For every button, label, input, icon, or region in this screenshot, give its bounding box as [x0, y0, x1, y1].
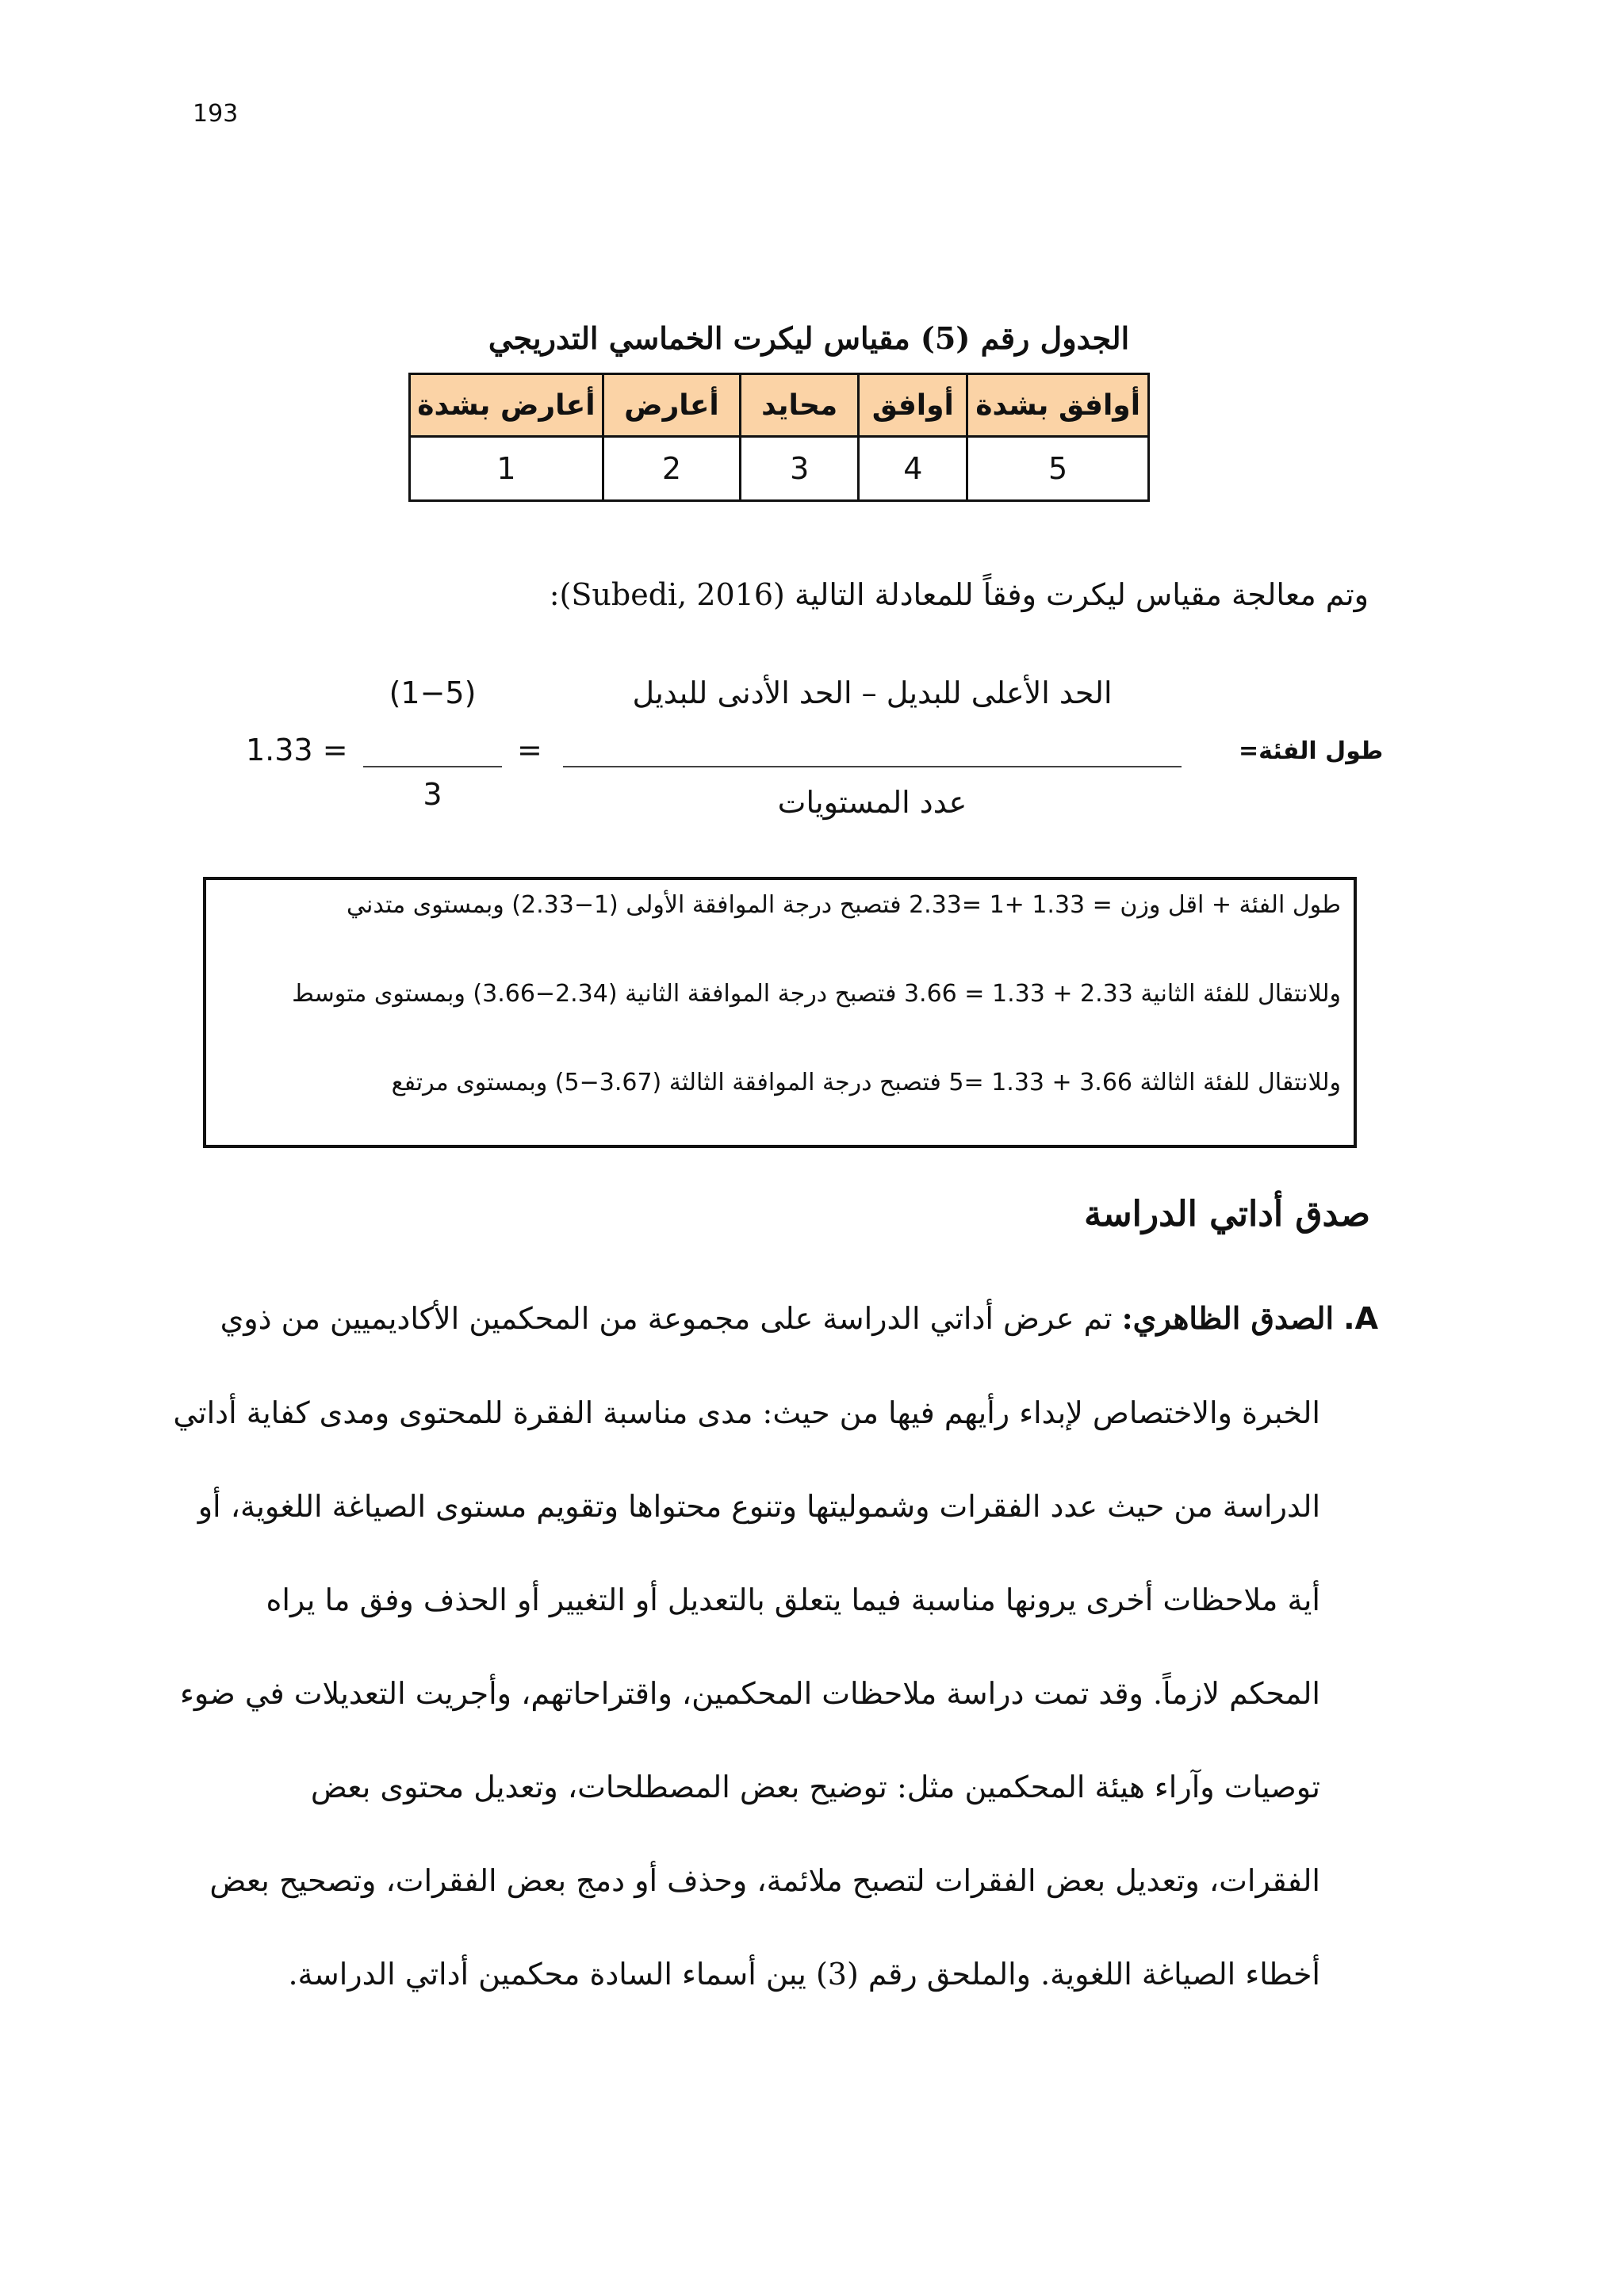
fraction-bar [363, 766, 502, 767]
paragraph-line: أية ملاحظات أخرى يرونها مناسبة فيما يتعلق بالتعديل أو التغيير أو الحذف وفق ما يراه [266, 1582, 1320, 1617]
table-cell: 5 [967, 437, 1149, 501]
formula-denominator-text: عدد المستويات [777, 785, 967, 820]
paragraph-line: توصيات وآراء هيئة المحكمين مثل: توضيح بعض المصطلحات، وتعديل محتوى بعض [310, 1770, 1320, 1804]
table-cell: 3 [741, 437, 859, 501]
paragraph-line: الفقرات، وتعديل بعض الفقرات لتصبح ملائمة، وحذف أو دمج بعض الفقرات، وتصحيح بعض [209, 1863, 1320, 1898]
formula-numerator-text: الحد الأعلى للبديل – الحد الأدنى للبديل [632, 675, 1113, 710]
table-cell: 2 [603, 437, 740, 501]
equals-sign: = [517, 733, 542, 767]
formula-denominator-number: 3 [423, 777, 442, 812]
formula-numerator-number: (1−5) [389, 675, 477, 710]
paragraph-line: الدراسة من حيث عدد الفقرات وشموليتها وتنوع محتواها وتقويم مستوى الصياغة اللغوية، أو [197, 1489, 1320, 1524]
paragraph-line: أخطاء الصياغة اللغوية. والملحق رقم (3) يبن أسماء السادة محكمين أداتي الدراسة. [288, 1957, 1320, 1992]
section-heading: صدق أداتي الدراسة [1084, 1194, 1370, 1234]
paragraph-text: تم عرض أداتي الدراسة على مجموعة من المحكمين الأكاديميين من ذوي [220, 1301, 1122, 1336]
table-header-row [410, 374, 1149, 437]
paragraph-first-line [220, 1300, 1378, 1336]
table-caption: الجدول رقم (5) مقياس ليكرت الخماسي التدريجي [488, 320, 1130, 356]
table-row [410, 437, 1149, 501]
table-cell: 1 [410, 437, 603, 501]
table-cell: 4 [859, 437, 967, 501]
levels-box [203, 877, 1357, 1148]
table-header-cell: أوافق بشدة [967, 374, 1149, 437]
level-line: وللانتقال للفئة الثانية 2.33 + 1.33 = 3.66 فتصبح درجة الموافقة الثانية (2.34−3.66) وبمستوى متوسط [292, 980, 1341, 1008]
level-line: طول الفئة + اقل وزن = 1.33 +1 =2.33 فتصبح درجة الموافقة الأولى (1−2.33) وبمستوى متدني [347, 891, 1341, 919]
fraction-bar [563, 766, 1182, 767]
table-header-cell: أوافق [859, 374, 967, 437]
table-header-cell: أعارض [603, 374, 740, 437]
table-header-cell: أعارض بشدة [410, 374, 603, 437]
category-length-label: طول الفئة= [1239, 737, 1384, 765]
formula-result: 1.33 = [246, 733, 348, 767]
likert-scale-table [408, 373, 1150, 502]
paragraph-line: الخبرة والاختصاص لإبداء رأيهم فيها من حيث: مدى مناسبة الفقرة للمحتوى ومدى كفاية أداتي [173, 1395, 1320, 1430]
list-item-marker: A. [1343, 1301, 1378, 1336]
table-header-cell: محايد [741, 374, 859, 437]
item-lead-term: الصدق الظاهري: [1121, 1300, 1335, 1336]
paragraph-line: المحكم لازماً. وقد تمت دراسة ملاحظات المحكمين، واقتراحاتهم، وأجريت التعديلات في ضوء [179, 1676, 1320, 1711]
formula-intro: وتم معالجة مقياس ليكرت وفقاً للمعادلة التالية (Subedi, 2016): [549, 577, 1369, 612]
page-number: 193 [193, 100, 239, 128]
level-line: وللانتقال للفئة الثالثة 3.66 + 1.33 =5 فتصبح درجة الموافقة الثالثة (3.67−5) وبمستوى مرتفع [391, 1069, 1341, 1096]
